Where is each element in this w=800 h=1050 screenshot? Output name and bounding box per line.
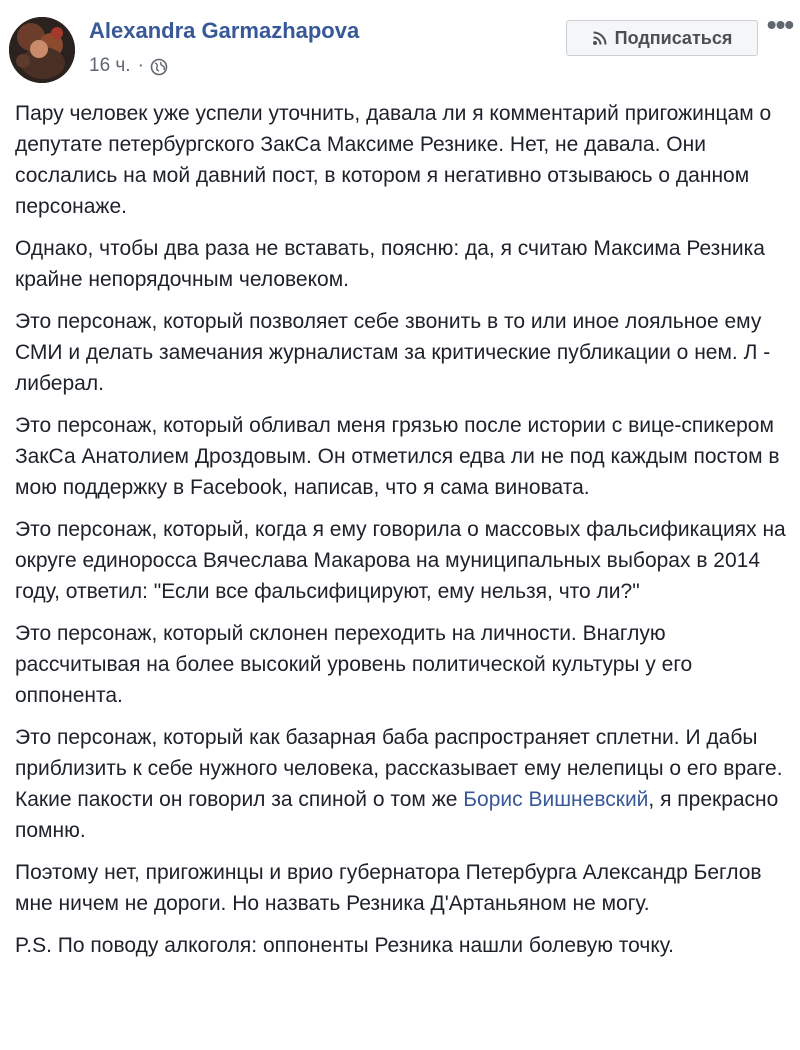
post-timestamp[interactable]: 16 ч. [89,55,131,76]
paragraph-7 [15,722,790,846]
meta-separator: · [137,55,144,76]
subscribe-label: Подписаться [614,27,733,48]
globe-icon [150,58,168,76]
paragraph-2: Однако, чтобы два раза не вставать, поясню: да, я считаю Максима Резника крайне непорядочным человеком. [15,237,765,291]
rss-icon [592,30,608,46]
post-body [15,98,790,972]
paragraph-1: Пару человек уже успели уточнить, давала ли я комментарий пригожинцам о депутате петербургского ЗакСа Максиме Резнике. Нет, не давала. Они сослались на мой давний пост, в котором я негативно отзываюсь о данном персонаже. [15,102,772,218]
paragraph-9: P.S. По поводу алкоголя: оппоненты Резника нашли болевую точку. [15,934,674,957]
post-header [0,0,800,96]
paragraph-8: Поэтому нет, пригожинцы и врио губернатора Петербурга Александр Беглов мне ничем не дороги. Но назвать Резника Д'Артаньяном не могу. [15,861,762,915]
paragraph-3: Это персонаж, который позволяет себе звонить в то или иное лояльное ему СМИ и делать замечания журналистам за критические публикации о нем. Л - либерал. [15,310,771,395]
paragraph-5: Это персонаж, который, когда я ему говорила о массовых фальсификациях на округе единоросса Вячеслава Макарова на муниципальных выборах в 2014 году, ответил: "Если все фальсифицируют, ему нельзя, что ли?" [15,518,786,603]
author-name[interactable]: Alexandra Garmazhapova [89,18,360,43]
paragraph-6: Это персонаж, который склонен переходить на личности. Внаглую рассчитывая на более высокий уровень политической культуры у его оппонента. [15,622,693,707]
more-options-button[interactable]: ••• [766,9,794,40]
avatar[interactable] [9,17,75,83]
paragraph-7-text: Это персонаж, который как базарная баба распространяет сплетни. И дабы приблизить к себе нужного человека, рассказывает ему нелепицы о его враге. Какие пакости он говорил за спиной о том же [15,726,783,811]
avatar-image [9,17,75,83]
post-meta [89,55,168,77]
paragraph-4: Это персонаж, который обливал меня грязью после истории с вице-спикером ЗакСа Анатолием Дроздовым. Он отметился едва ли не под каждым постом в мою поддержку в Facebook, написав, что я сама виновата. [15,414,780,499]
paragraph-7-after: , я прекрасно помню. [15,788,779,842]
subscribe-button[interactable] [566,20,758,56]
mention-link[interactable]: Борис Вишневский [463,788,649,811]
